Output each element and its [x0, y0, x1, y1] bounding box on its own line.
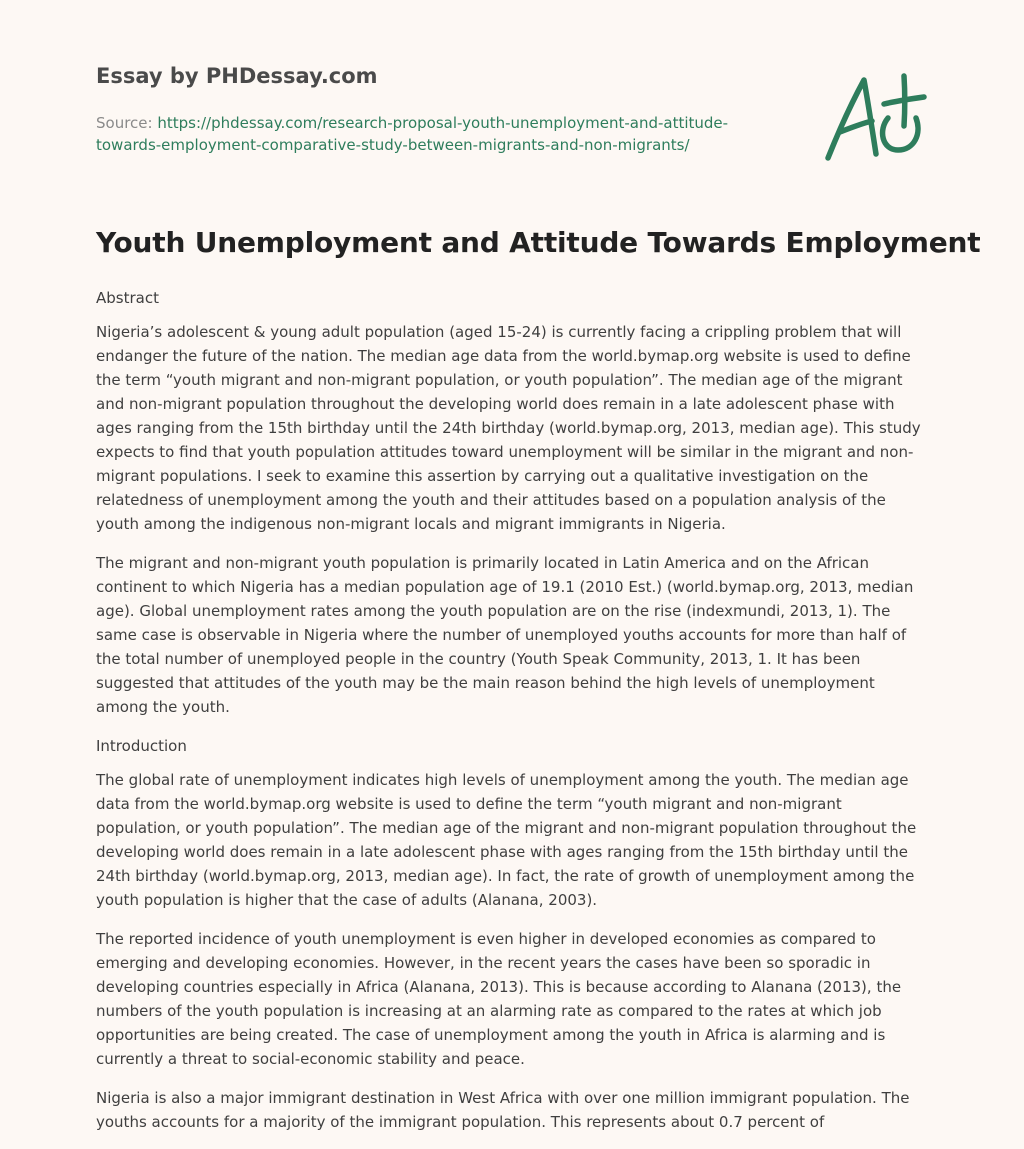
abstract-heading: Abstract	[96, 289, 159, 307]
source-line	[96, 112, 756, 156]
essay-title: Youth Unemployment and Attitude Towards Employment	[96, 226, 981, 259]
a-plus-logo-icon	[818, 68, 930, 164]
paragraph: Nigeria is also a major immigrant destination in West Africa with over one million immigrant population. The youths accounts for a majority of the immigrant population. This represents about 0.7 percent of	[96, 1089, 910, 1131]
source-label: Source:	[96, 114, 158, 132]
site-brand: Essay by PHDessay.com	[96, 64, 378, 88]
paragraph: Nigeria’s adolescent & young adult population (aged 15-24) is currently facing a crippling problem that will endanger the future of the nation. The median age data from the world.bymap.org website is used to define the term “youth migrant and non-migrant population, or youth population”. The median age of the migrant and non-migrant population throughout the developing world does remain in a late adolescent phase with ages ranging from the 15th birthday until the 24th birthday (world.bymap.org, 2013, median age). This study expects to find that youth population attitudes toward unemployment will be similar in the migrant and non-migrant populations. I seek to examine this assertion by carrying out a qualitative investigation on the relatedness of unemployment among the youth and their attitudes based on a population analysis of the youth among the indigenous non-migrant locals and migrant immigrants in Nigeria.	[96, 323, 921, 533]
source-link[interactable]: https://phdessay.com/research-proposal-youth-unemployment-and-attitude-towards-employment-comparative-study-between-migrants-and-non-migrants/	[96, 114, 729, 154]
paragraph: The global rate of unemployment indicates high levels of unemployment among the youth. The median age data from the world.bymap.org website is used to define the term “youth migrant and non-migrant population, or youth population”. The median age of the migrant and non-migrant population throughout the developing world does remain in a late adolescent phase with ages ranging from the 15th birthday until the 24th birthday (world.bymap.org, 2013, median age). In fact, the rate of growth of unemployment among the youth population is higher that the case of adults (Alanana, 2003).	[96, 771, 917, 909]
essay-body	[96, 286, 930, 1149]
paragraph: The migrant and non-migrant youth population is primarily located in Latin America and on the African continent to which Nigeria has a median population age of 19.1 (2010 Est.) (world.bymap.org, 2013, median age). Global unemployment rates among the youth population are on the rise (indexmundi, 2013, 1). The same case is observable in Nigeria where the number of unemployed youths accounts for more than half of the total number of unemployed people in the country (Youth Speak Community, 2013, 1. It has been suggested that attitudes of the youth may be the main reason behind the high levels of unemployment among the youth.	[96, 554, 914, 716]
introduction-heading: Introduction	[96, 737, 187, 755]
paragraph: The reported incidence of youth unemployment is even higher in developed economies as compared to emerging and developing economies. However, in the recent years the cases have been so sporadic in developing countries especially in Africa (Alanana, 2013). This is because according to Alanana (2013), the numbers of the youth population is increasing at an alarming rate as compared to the rates at which job opportunities are being created. The case of unemployment among the youth in Africa is alarming and is currently a threat to social-economic stability and peace.	[96, 930, 902, 1068]
